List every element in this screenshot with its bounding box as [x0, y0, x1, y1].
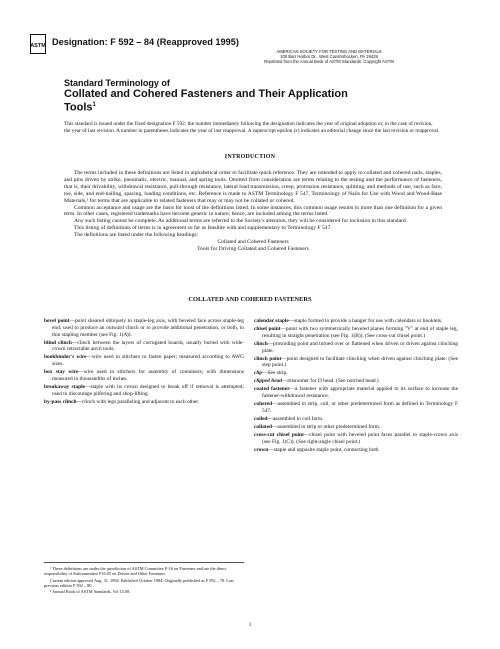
title-line-2: Collated and Cohered Fasteners and Their Application	[64, 88, 348, 100]
intro-paragraph-4: This listing of definitions of terms is in agreement so far as feasible with and supplementary to Terminology F 547.	[74, 225, 332, 232]
definition-entry: cross-cut chisel point—chisel point with beveled point faces parallel to staple-crown axis (see Fig. 1(C)). (See right-angle chisel point.)	[254, 431, 458, 445]
publisher-info	[226, 49, 432, 65]
introduction-heading: INTRODUCTION	[224, 154, 276, 160]
definition-entry: crown—staple and opposite staple point, connecting both	[254, 446, 379, 453]
definition-entry: coiled—assembled in coil form.	[254, 415, 324, 422]
intro-paragraph-3: Any such listing cannot be complete. As additional terms are referred to the Society's attention, they will be considered for inclusion in this standard.	[74, 218, 408, 225]
definition-entry: clip—See strip.	[254, 370, 288, 377]
definition-entry: clinch—protruding point and turned over or flattened when driven or driven against clinching plate.	[254, 340, 458, 354]
footnote-1-edition: Current edition approved Aug. 31, 1984. Published October 1984. Originally published as F 592 – 78. Last previous edition F 592 – 80.	[44, 577, 234, 588]
document-title	[64, 78, 348, 114]
svg-text:ASTM: ASTM	[30, 43, 46, 49]
definition-entry: blind clinch—clinch between the layers of corrugated boards, usually buried with wide-crown retractable anvil tools.	[44, 339, 244, 353]
astm-logo-icon	[30, 34, 46, 54]
definition-entry: clinch point—point designed to facilitate clinching when driven against clinching plate. (See step point.)	[254, 355, 458, 369]
definition-entry: breakaway staple—staple with its crown designed to break off if removal is attempted; used to discourage pilfering and shop-lifting.	[44, 383, 244, 397]
page-number: 1	[248, 622, 252, 628]
definition-entry: by-pass clinch—clinch with legs paralleling and adjacent to each other.	[44, 398, 200, 405]
designation: Designation: F 592 – 84 (Reapproved 1995)	[52, 37, 239, 47]
issued-note: This standard is issued under the fixed designation F 592; the number immediately following the designation indicates the year of original adoption or, in the case of revision, the year of last revision. A number in parentheses indicates the year of last reapproval. A superscript epsilon (ε) indicates an editorial change since the last revision or reapproval.	[64, 121, 440, 134]
title-line-1: Standard Terminology of	[64, 78, 170, 88]
heading-list-item-a: Collated and Cohered Fasteners	[217, 239, 289, 246]
definition-entry: bevel point—point sheared obliquely to staple-leg axis, with beveled face across staple-leg end; used to produce an outward clinch or to provide additional penetration, or both, in thin stapling member (see Fig. 1(A)).	[44, 318, 245, 338]
definition-entry: cohered—assembled in strip, coil, or other predetermined form as defined in Terminology F 547.	[254, 401, 458, 414]
title-line-3: Tools$^1$	[64, 101, 96, 114]
right-column	[254, 318, 458, 455]
footnote-1: ¹ These definitions are under the jurisdiction of ASTM Committee F-16 on Fasteners and are the direct responsibility of Subcommittee F16.05 on Driven and Other Fasteners.	[44, 566, 227, 577]
intro-paragraph-2: Common acceptance and usage are the basis for most of the definitions listed. In some instances, this common usage results in more than one definition for a given term. In other cases, registered trademarks have become generic in nature; hence, are included among the terms listed.	[64, 204, 442, 218]
footnotes	[44, 562, 244, 595]
definition-entry: bookbinder's wire—wire used in stitchers to fasten paper; measured according to AWG sizes.	[44, 354, 244, 368]
publisher-address: 100 Barr Harbor Dr., West Conshohocken, PA 19428	[280, 54, 378, 60]
reprint-note: Reprinted from the Annual Book of ASTM Standards. Copyright ASTM	[264, 59, 394, 65]
definition-entry: collated—assembled in strip or other predetermined form.	[254, 423, 381, 430]
definition-entry: coated fastener—a fastener with appropriate material applied to its surface to increase the fastener-withdrawal resistance.	[254, 386, 458, 400]
footnote-2: ² Annual Book of ASTM Standards, Vol 15.08.	[50, 589, 131, 595]
introduction-body	[64, 170, 442, 253]
left-column	[44, 318, 244, 407]
intro-paragraph-5: The definitions are listed under the following headings:	[74, 232, 199, 239]
heading-list-item-b: Tools for Driving Collated and Cohered Fasteners	[197, 245, 309, 252]
section-heading: COLLATED AND COHERED FASTENERS	[188, 296, 312, 303]
definition-entry: box stay wire—wire used in stitchers for assembly of containers; with dimensions measured in thousandths of inches.	[44, 369, 244, 382]
definition-entry: calendar staple—staple formed to provide a hanger for use with calendars or booklets.	[254, 318, 443, 324]
definition-entry: chisel point—point with two symmetrically beveled planes forming "V" at end of staple leg, resulting in straight penetration (see Fig. 1(B)). (See cross-cut chisel point.)	[254, 325, 458, 339]
intro-paragraph-1: The terms included in these definitions are listed in alphabetical order to facilitate quick reference. They are intended to apply to collated and cohered nails, staples, and pins driven by strike, pneumatic, electric, manual, and spring tools. Omitted from consideration are terms relating to the testing and the performance of fasteners, that is, their drivability, withdrawal resistance, pull-through resistance, lateral load transmission, creep, protrusion resistance, splitting, and methods of use, such as face, toe, side, and end-nailing, spacing, loading conditions, etc. Reference is made to ASTM Terminology F 547, Terminology of Nails for Use with Wood and Wood-Base Materials,² for terms that are applicable to related fasteners that may or may not be collated or cohered.	[64, 170, 442, 204]
publisher-name: AMERICAN SOCIETY FOR TESTING AND MATERIALS	[276, 49, 382, 54]
definition-entry: clipped head—misnomer for D head. (See notched head.)	[254, 378, 379, 385]
